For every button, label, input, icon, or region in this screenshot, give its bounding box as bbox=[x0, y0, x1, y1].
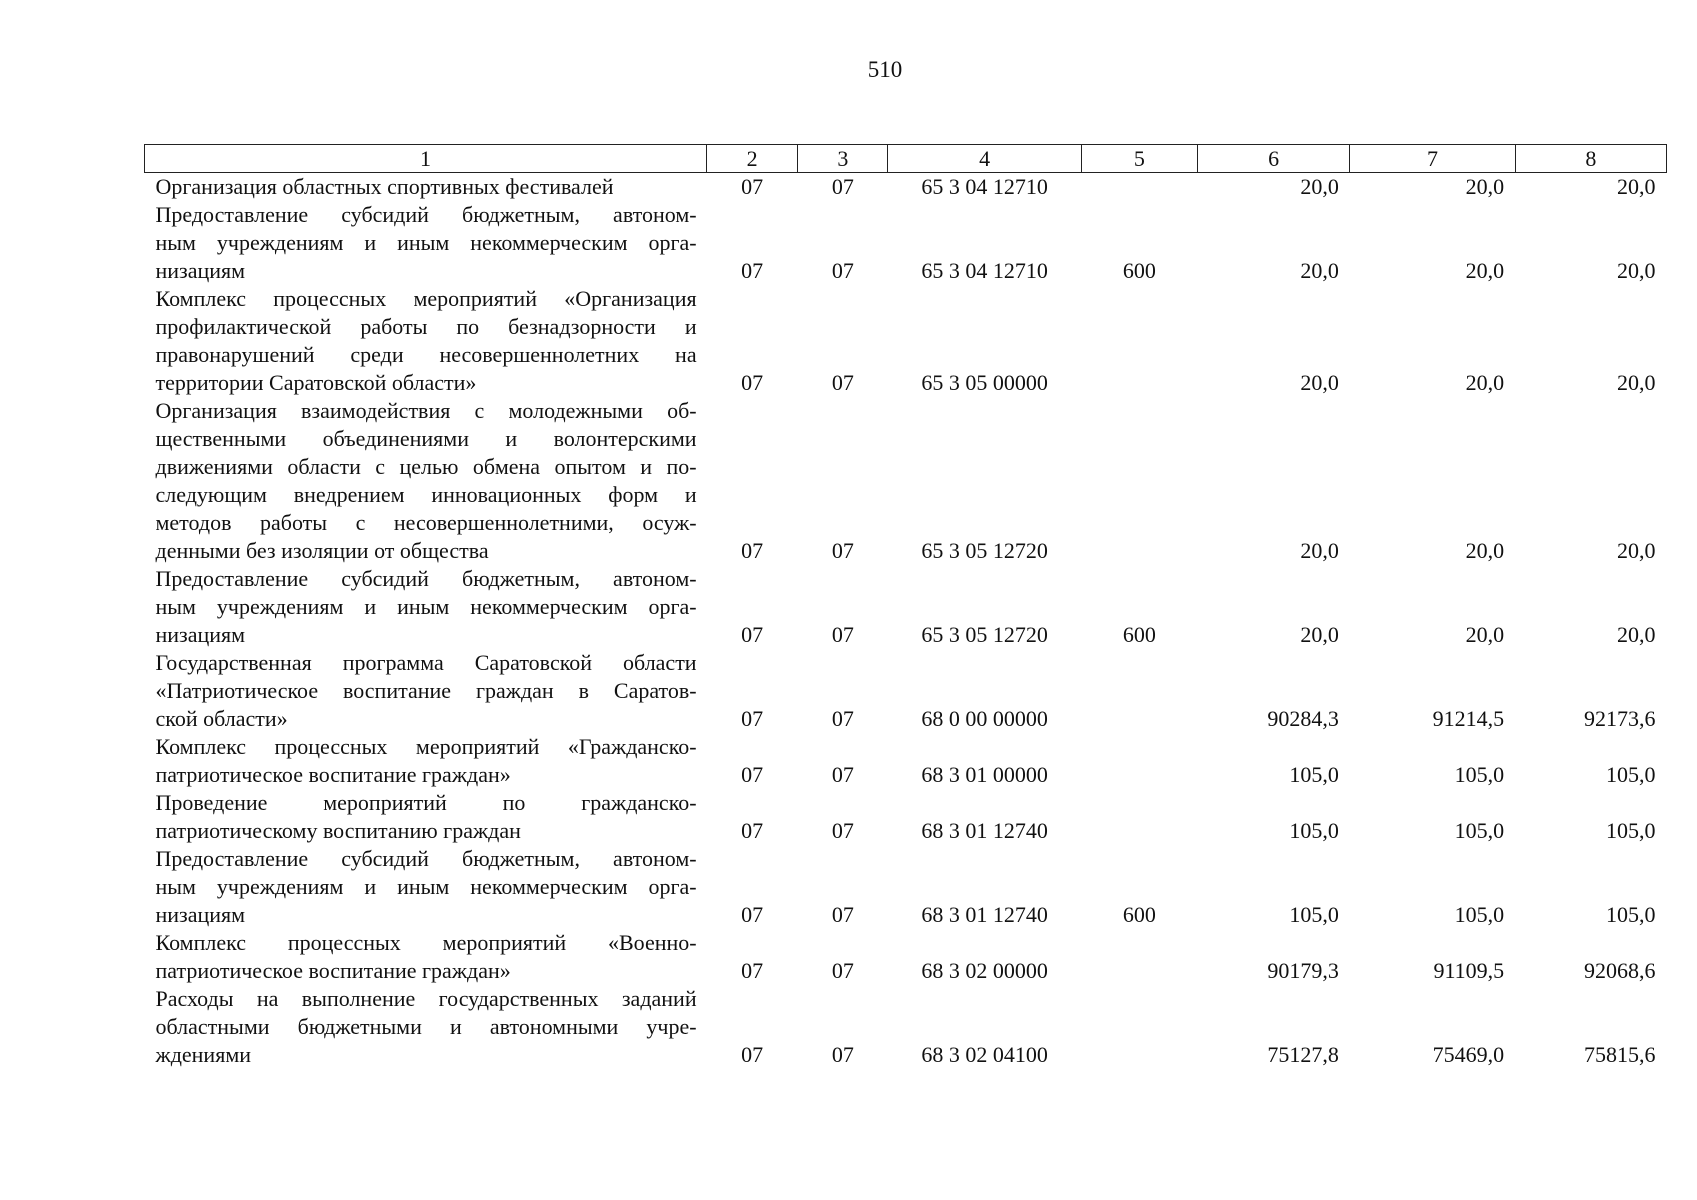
description-line: денными без изоляции от общества bbox=[155, 538, 489, 563]
target-article-code: 68 3 02 00000 bbox=[921, 958, 1048, 983]
amount-col-7: 20,0 bbox=[1465, 174, 1505, 199]
description-line: Расходы на выполнение государственных заданий bbox=[155, 986, 697, 1011]
expense-type-code: 600 bbox=[1122, 622, 1156, 647]
subsection-code: 07 bbox=[831, 762, 854, 787]
table-row bbox=[145, 201, 1667, 285]
column-header-7: 7 bbox=[1350, 145, 1515, 173]
amount-col-8: 20,0 bbox=[1617, 258, 1656, 283]
description-line: ным учреждениям и иным некоммерческим орга- bbox=[155, 874, 697, 899]
table-row bbox=[145, 733, 1667, 789]
expense-type-code bbox=[1081, 173, 1197, 202]
amount-col-6: 105,0 bbox=[1289, 902, 1339, 927]
table-row bbox=[145, 845, 1667, 929]
expense-type-code: 600 bbox=[1122, 902, 1156, 927]
row-description bbox=[145, 733, 707, 789]
expense-type-code: 600 bbox=[1122, 258, 1156, 283]
amount-col-6: 20,0 bbox=[1300, 174, 1339, 199]
description-line: Комплекс процессных мероприятий «Военно- bbox=[155, 930, 697, 955]
amount-col-8: 105,0 bbox=[1606, 818, 1656, 843]
section-code: 07 bbox=[741, 174, 764, 199]
description-line: профилактической работы по безнадзорности и bbox=[155, 314, 697, 339]
row-description bbox=[145, 929, 707, 985]
table-header bbox=[145, 145, 1667, 173]
description-line: ным учреждениям и иным некоммерческим орга- bbox=[155, 594, 697, 619]
expense-type-code bbox=[1081, 649, 1197, 733]
description-line: Комплекс процессных мероприятий «Гражданско- bbox=[155, 734, 697, 759]
subsection-code: 07 bbox=[831, 174, 854, 199]
amount-col-7: 91214,5 bbox=[1432, 706, 1505, 731]
section-code: 07 bbox=[741, 818, 764, 843]
amount-col-6: 20,0 bbox=[1300, 622, 1339, 647]
expense-type-code bbox=[1081, 985, 1197, 1069]
target-article-code: 65 3 05 00000 bbox=[921, 370, 1048, 395]
target-article-code: 68 0 00 00000 bbox=[921, 706, 1048, 731]
target-article-code: 68 3 02 04100 bbox=[921, 1042, 1048, 1067]
subsection-code: 07 bbox=[831, 818, 854, 843]
header-row bbox=[145, 145, 1667, 173]
section-code: 07 bbox=[741, 902, 764, 927]
description-line: методов работы с несовершеннолетними, осуж- bbox=[155, 510, 697, 535]
expense-type-code bbox=[1081, 733, 1197, 789]
description-line: Организация взаимодействия с молодежными об- bbox=[155, 398, 697, 423]
column-header-4: 4 bbox=[888, 145, 1081, 173]
row-description bbox=[145, 985, 707, 1069]
section-code: 07 bbox=[741, 622, 764, 647]
table-row bbox=[145, 397, 1667, 565]
row-description bbox=[145, 285, 707, 397]
description-line: областными бюджетными и автономными учре- bbox=[155, 1014, 697, 1039]
amount-col-8: 20,0 bbox=[1617, 174, 1656, 199]
section-code: 07 bbox=[741, 1042, 764, 1067]
subsection-code: 07 bbox=[831, 538, 854, 563]
amount-col-6: 90284,3 bbox=[1267, 706, 1339, 731]
amount-col-6: 20,0 bbox=[1300, 370, 1339, 395]
description-line: Государственная программа Саратовской области bbox=[155, 650, 697, 675]
amount-col-8: 75815,6 bbox=[1584, 1042, 1656, 1067]
budget-table bbox=[144, 144, 1667, 1069]
table-row bbox=[145, 929, 1667, 985]
amount-col-7: 20,0 bbox=[1465, 622, 1505, 647]
row-description bbox=[145, 173, 707, 202]
amount-col-8: 20,0 bbox=[1617, 370, 1656, 395]
section-code: 07 bbox=[741, 370, 764, 395]
description-line: щественными объединениями и волонтерскими bbox=[155, 426, 697, 451]
description-line: правонарушений среди несовершеннолетних на bbox=[155, 342, 697, 367]
target-article-code: 65 3 05 12720 bbox=[921, 622, 1048, 647]
amount-col-8: 92173,6 bbox=[1584, 706, 1656, 731]
subsection-code: 07 bbox=[831, 1042, 854, 1067]
amount-col-7: 75469,0 bbox=[1432, 1042, 1505, 1067]
column-header-2: 2 bbox=[707, 145, 798, 173]
amount-col-7: 105,0 bbox=[1454, 818, 1505, 843]
target-article-code: 68 3 01 12740 bbox=[921, 818, 1048, 843]
target-article-code: 65 3 05 12720 bbox=[921, 538, 1048, 563]
amount-col-6: 20,0 bbox=[1300, 538, 1339, 563]
amount-col-8: 20,0 bbox=[1617, 538, 1656, 563]
description-line: территории Саратовской области» bbox=[155, 370, 477, 395]
description-line: ждениями bbox=[155, 1042, 252, 1067]
amount-col-7: 105,0 bbox=[1454, 902, 1505, 927]
amount-col-8: 105,0 bbox=[1606, 902, 1656, 927]
expense-type-code bbox=[1081, 285, 1197, 397]
description-line: Предоставление субсидий бюджетным, автоном- bbox=[155, 202, 697, 227]
subsection-code: 07 bbox=[831, 622, 854, 647]
amount-col-7: 105,0 bbox=[1454, 762, 1505, 787]
description-line: патриотическому воспитанию граждан bbox=[155, 818, 521, 843]
row-description bbox=[145, 845, 707, 929]
description-line: Предоставление субсидий бюджетным, автоном- bbox=[155, 566, 697, 591]
amount-col-8: 92068,6 bbox=[1584, 958, 1656, 983]
table-row bbox=[145, 565, 1667, 649]
table-row bbox=[145, 649, 1667, 733]
description-line: ской области» bbox=[155, 706, 288, 731]
table-row bbox=[145, 789, 1667, 845]
description-line: низациям bbox=[155, 902, 246, 927]
amount-col-6: 75127,8 bbox=[1267, 1042, 1339, 1067]
subsection-code: 07 bbox=[831, 370, 854, 395]
description-line: движениями области с целью обмена опытом и по- bbox=[155, 454, 697, 479]
column-header-5: 5 bbox=[1081, 145, 1197, 173]
section-code: 07 bbox=[741, 958, 764, 983]
description-line: ным учреждениям и иным некоммерческим орга- bbox=[155, 230, 697, 255]
section-code: 07 bbox=[741, 258, 764, 283]
row-description bbox=[145, 565, 707, 649]
description-line: низациям bbox=[155, 622, 246, 647]
column-header-1: 1 bbox=[145, 145, 707, 173]
column-header-8: 8 bbox=[1515, 145, 1666, 173]
target-article-code: 68 3 01 00000 bbox=[921, 762, 1048, 787]
row-description bbox=[145, 397, 707, 565]
description-line: Организация областных спортивных фестивалей bbox=[155, 174, 614, 199]
expense-type-code bbox=[1081, 929, 1197, 985]
expense-type-code bbox=[1081, 789, 1197, 845]
table-row bbox=[145, 173, 1667, 202]
description-line: Предоставление субсидий бюджетным, автоном- bbox=[155, 846, 697, 871]
subsection-code: 07 bbox=[831, 706, 854, 731]
amount-col-7: 20,0 bbox=[1465, 258, 1505, 283]
subsection-code: 07 bbox=[831, 258, 854, 283]
target-article-code: 68 3 01 12740 bbox=[921, 902, 1048, 927]
table-body bbox=[145, 173, 1667, 1070]
row-description bbox=[145, 789, 707, 845]
amount-col-7: 20,0 bbox=[1465, 538, 1505, 563]
amount-col-6: 105,0 bbox=[1289, 762, 1339, 787]
description-line: патриотическое воспитание граждан» bbox=[155, 958, 511, 983]
row-description bbox=[145, 649, 707, 733]
amount-col-6: 20,0 bbox=[1300, 258, 1339, 283]
amount-col-8: 20,0 bbox=[1617, 622, 1656, 647]
row-description bbox=[145, 201, 707, 285]
table-row bbox=[145, 985, 1667, 1069]
amount-col-8: 105,0 bbox=[1606, 762, 1656, 787]
description-line: «Патриотическое воспитание граждан в Саратов- bbox=[155, 678, 697, 703]
expense-type-code bbox=[1081, 397, 1197, 565]
description-line: низациям bbox=[155, 258, 246, 283]
section-code: 07 bbox=[741, 538, 764, 563]
page-number: 510 bbox=[867, 57, 903, 82]
target-article-code: 65 3 04 12710 bbox=[921, 258, 1048, 283]
amount-col-6: 90179,3 bbox=[1267, 958, 1339, 983]
amount-col-7: 91109,5 bbox=[1433, 958, 1505, 983]
table-row bbox=[145, 285, 1667, 397]
description-line: патриотическое воспитание граждан» bbox=[155, 762, 511, 787]
amount-col-6: 105,0 bbox=[1289, 818, 1339, 843]
amount-col-7: 20,0 bbox=[1465, 370, 1505, 395]
column-header-6: 6 bbox=[1198, 145, 1350, 173]
column-header-3: 3 bbox=[798, 145, 888, 173]
description-line: Проведение мероприятий по гражданско- bbox=[155, 790, 697, 815]
description-line: Комплекс процессных мероприятий «Организация bbox=[155, 286, 697, 311]
description-line: следующим внедрением инновационных форм и bbox=[155, 482, 697, 507]
section-code: 07 bbox=[741, 706, 764, 731]
subsection-code: 07 bbox=[831, 902, 854, 927]
target-article-code: 65 3 04 12710 bbox=[921, 174, 1048, 199]
subsection-code: 07 bbox=[831, 958, 854, 983]
section-code: 07 bbox=[741, 762, 764, 787]
